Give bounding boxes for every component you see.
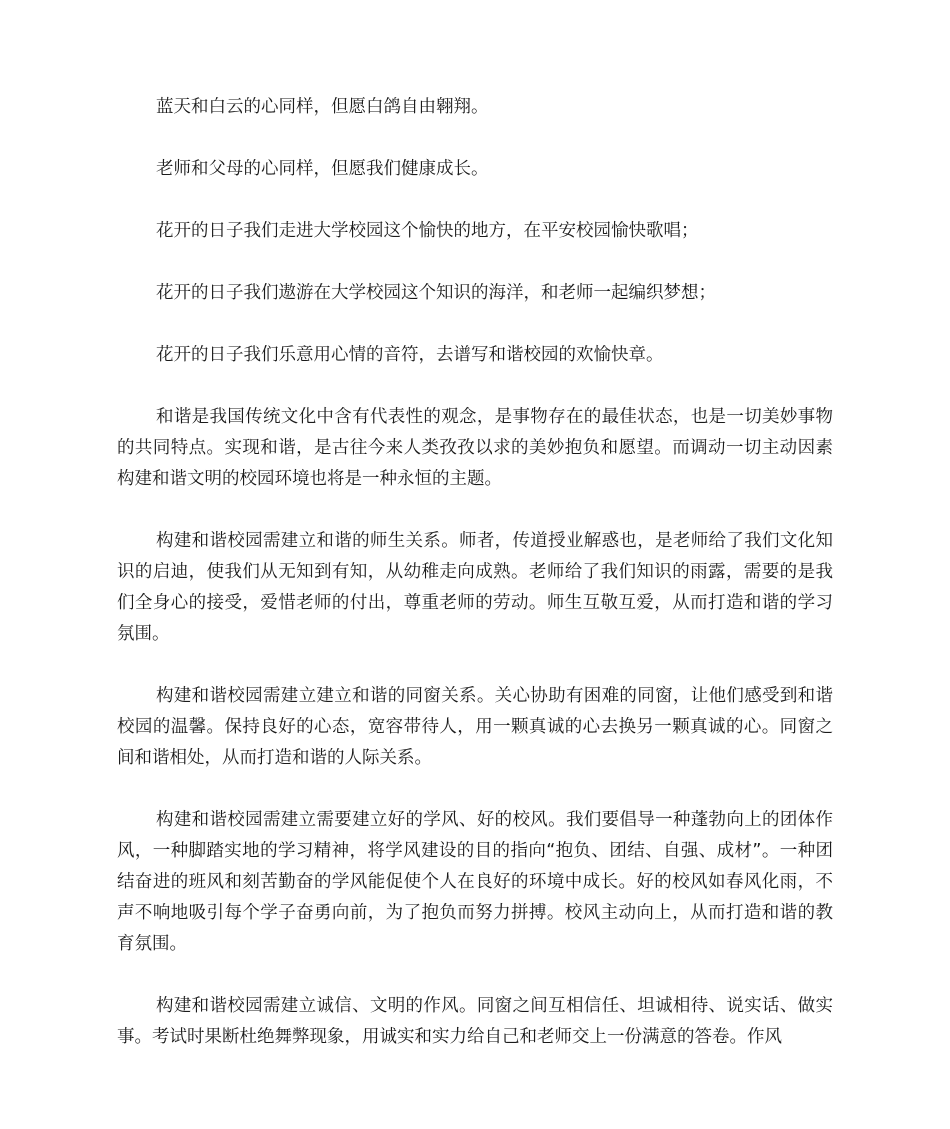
paragraph-7: 构建和谐校园需建立和谐的师生关系。师者，传道授业解惑也，是老师给了我们文化知识的启迪，使我们从无知到有知，从幼稚走向成熟。老师给了我们知识的雨露，需要的是我们全身心的接受，爱惜老师的付出，尊重老师的劳动。师生互敬互爱，从而打造和谐的学习氛围。: [117, 531, 833, 644]
paragraph-3: 花开的日子我们走进大学校园这个愉快的地方，在平安校园愉快歌唱；: [156, 221, 699, 241]
paragraph-8: 构建和谐校园需建立建立和谐的同窗关系。关心协助有困难的同窗，让他们感受到和谐校园的温馨。保持良好的心态，宽容带待人，用一颗真诚的心去换另一颗真诚的心。同窗之间和谐相处，从而打造和谐的人际关系。: [117, 686, 833, 768]
paragraph-4: 花开的日子我们遨游在大学校园这个知识的海洋，和老师一起编织梦想；: [156, 283, 716, 303]
paragraph-2: 老师和父母的心同样，但愿我们健康成长。: [156, 159, 489, 179]
document-page: [117, 92, 833, 1084]
paragraph-1: 蓝天和白云的心同样，但愿白鸽自由翱翔。: [156, 97, 489, 117]
paragraph-10: 构建和谐校园需建立诚信、文明的作风。同窗之间互相信任、坦诚相待、说实话、做实事。考试时果断杜绝舞弊现象，用诚实和实力给自己和老师交上一份满意的答卷。作风: [117, 996, 833, 1047]
paragraph-9: 构建和谐校园需建立需要建立好的学风、好的校风。我们要倡导一种蓬勃向上的团体作风，一种脚踏实地的学习精神，将学风建设的目的指向“抱负、团结、自强、成材”。一种团结奋进的班风和刻苦勤奋的学风能促使个人在良好的环境中成长。好的校风如春风化雨，不声不响地吸引每个学子奋勇向前，为了抱负而努力拼搏。校风主动向上，从而打造和谐的教育氛围。: [117, 810, 833, 954]
paragraph-6: 和谐是我国传统文化中含有代表性的观念，是事物存在的最佳状态，也是一切美妙事物的共同特点。实现和谐，是古往今来人类孜孜以求的美妙抱负和愿望。而调动一切主动因素构建和谐文明的校园环境也将是一种永恒的主题。: [117, 407, 833, 489]
paragraph-5: 花开的日子我们乐意用心情的音符，去谱写和谐校园的欢愉快章。: [156, 345, 664, 365]
